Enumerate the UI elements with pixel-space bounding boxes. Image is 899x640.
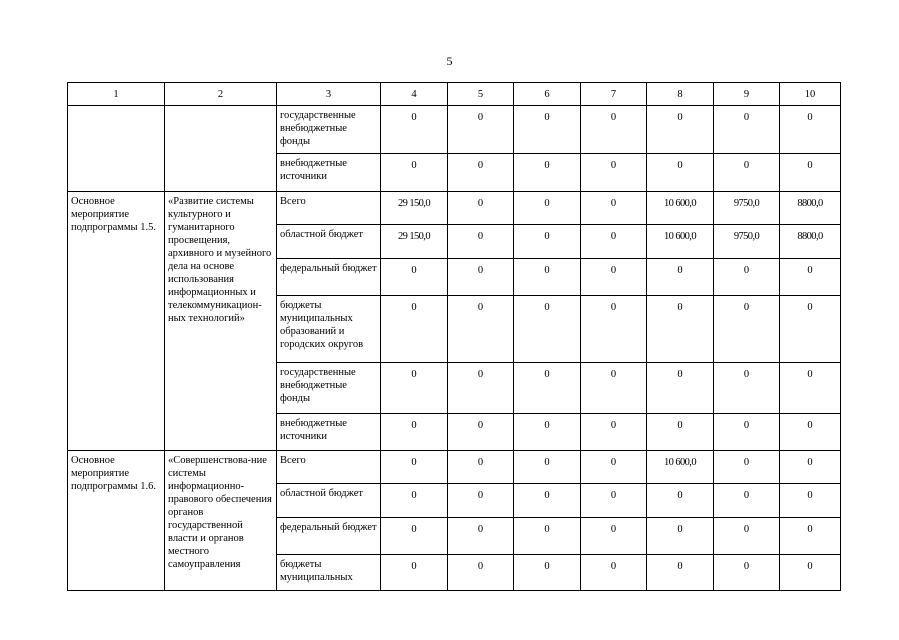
- column-header: 4: [381, 83, 448, 106]
- value-cell: 0: [514, 259, 581, 296]
- value-cell: 0: [514, 484, 581, 518]
- value-cell: 29 150,0: [381, 192, 448, 225]
- value-cell: 0: [581, 192, 647, 225]
- value-cell: 0: [381, 414, 448, 451]
- value-cell: 0: [514, 414, 581, 451]
- value-cell: 0: [581, 296, 647, 363]
- funding-source: Всего: [277, 192, 381, 225]
- value-cell: 0: [581, 106, 647, 154]
- value-cell: 0: [448, 296, 514, 363]
- value-cell: 0: [647, 555, 714, 591]
- value-cell: 0: [514, 451, 581, 484]
- column-header: 5: [448, 83, 514, 106]
- page-number: 5: [446, 54, 453, 68]
- value-cell: 0: [780, 154, 841, 192]
- value-cell: 0: [780, 451, 841, 484]
- funding-source: Всего: [277, 451, 381, 484]
- empty-cell: [165, 106, 277, 192]
- activity-title: «Совершенствова-ние системы информационно-правового обеспечения органов государственной власти и органов местного самоуправления: [165, 451, 277, 591]
- value-cell: 0: [780, 296, 841, 363]
- value-cell: 0: [381, 296, 448, 363]
- header-row: [68, 83, 841, 106]
- value-cell: 0: [714, 555, 780, 591]
- funding-source: областной бюджет: [277, 225, 381, 259]
- table-row: [68, 192, 841, 225]
- value-cell: 0: [647, 106, 714, 154]
- value-cell: 10 600,0: [647, 192, 714, 225]
- funding-source: государственные внебюджетные фонды: [277, 363, 381, 414]
- value-cell: 0: [581, 451, 647, 484]
- value-cell: 0: [514, 518, 581, 555]
- funding-source: областной бюджет: [277, 484, 381, 518]
- value-cell: 0: [448, 106, 514, 154]
- value-cell: 0: [448, 154, 514, 192]
- activity-title: «Развитие системы культурного и гуманитарного просвещения, архивного и музейного дела на основе использования информационных и телекоммуникацион-ных технологий»: [165, 192, 277, 451]
- value-cell: 0: [581, 363, 647, 414]
- value-cell: 9750,0: [714, 192, 780, 225]
- value-cell: 0: [780, 363, 841, 414]
- value-cell: 0: [581, 484, 647, 518]
- value-cell: 0: [448, 225, 514, 259]
- value-cell: 0: [581, 154, 647, 192]
- value-cell: 0: [780, 518, 841, 555]
- value-cell: 0: [780, 106, 841, 154]
- funding-source: внебюджетные источники: [277, 154, 381, 192]
- value-cell: 0: [448, 259, 514, 296]
- value-cell: 0: [381, 555, 448, 591]
- funding-source: внебюджетные источники: [277, 414, 381, 451]
- table-row: [68, 451, 841, 484]
- value-cell: 0: [381, 106, 448, 154]
- value-cell: 0: [581, 225, 647, 259]
- table-row: [68, 106, 841, 154]
- value-cell: 0: [714, 154, 780, 192]
- column-header: 8: [647, 83, 714, 106]
- value-cell: 0: [780, 259, 841, 296]
- value-cell: 0: [780, 414, 841, 451]
- value-cell: 0: [714, 106, 780, 154]
- value-cell: 0: [381, 154, 448, 192]
- column-header: 6: [514, 83, 581, 106]
- value-cell: 0: [381, 484, 448, 518]
- value-cell: 0: [448, 555, 514, 591]
- value-cell: 0: [514, 363, 581, 414]
- value-cell: 0: [647, 259, 714, 296]
- column-header: 9: [714, 83, 780, 106]
- value-cell: 0: [514, 154, 581, 192]
- funding-table: [67, 82, 841, 591]
- empty-cell: [68, 106, 165, 192]
- value-cell: 0: [780, 555, 841, 591]
- value-cell: 0: [581, 414, 647, 451]
- value-cell: 0: [381, 363, 448, 414]
- value-cell: 0: [581, 555, 647, 591]
- value-cell: 10 600,0: [647, 225, 714, 259]
- value-cell: 0: [647, 363, 714, 414]
- value-cell: 0: [647, 296, 714, 363]
- value-cell: 8800,0: [780, 192, 841, 225]
- funding-source: бюджеты муниципальных образований и городских округов: [277, 296, 381, 363]
- value-cell: 0: [647, 518, 714, 555]
- funding-source: федеральный бюджет: [277, 259, 381, 296]
- value-cell: 0: [381, 451, 448, 484]
- value-cell: 0: [581, 518, 647, 555]
- value-cell: 0: [448, 451, 514, 484]
- value-cell: 9750,0: [714, 225, 780, 259]
- funding-source: федеральный бюджет: [277, 518, 381, 555]
- value-cell: 0: [647, 154, 714, 192]
- value-cell: 0: [714, 363, 780, 414]
- value-cell: 0: [714, 259, 780, 296]
- value-cell: 0: [448, 192, 514, 225]
- value-cell: 0: [647, 414, 714, 451]
- value-cell: 10 600,0: [647, 451, 714, 484]
- value-cell: 0: [780, 484, 841, 518]
- value-cell: 0: [381, 259, 448, 296]
- value-cell: 0: [714, 451, 780, 484]
- value-cell: 0: [514, 555, 581, 591]
- value-cell: 0: [514, 225, 581, 259]
- value-cell: 0: [514, 106, 581, 154]
- value-cell: 0: [581, 259, 647, 296]
- column-header: 3: [277, 83, 381, 106]
- column-header: 10: [780, 83, 841, 106]
- activity-name: Основное мероприятие подпрограммы 1.6.: [68, 451, 165, 591]
- value-cell: 0: [647, 484, 714, 518]
- value-cell: 0: [448, 518, 514, 555]
- value-cell: 0: [714, 518, 780, 555]
- funding-source: бюджеты муниципальных: [277, 555, 381, 591]
- value-cell: 0: [514, 192, 581, 225]
- value-cell: 0: [514, 296, 581, 363]
- value-cell: 0: [714, 296, 780, 363]
- value-cell: 0: [381, 518, 448, 555]
- column-header: 2: [165, 83, 277, 106]
- column-header: 7: [581, 83, 647, 106]
- funding-source: государственные внебюджетные фонды: [277, 106, 381, 154]
- value-cell: 29 150,0: [381, 225, 448, 259]
- column-header: 1: [68, 83, 165, 106]
- value-cell: 0: [714, 414, 780, 451]
- value-cell: 8800,0: [780, 225, 841, 259]
- activity-name: Основное мероприятие подпрограммы 1.5.: [68, 192, 165, 451]
- value-cell: 0: [448, 363, 514, 414]
- value-cell: 0: [448, 414, 514, 451]
- value-cell: 0: [448, 484, 514, 518]
- value-cell: 0: [714, 484, 780, 518]
